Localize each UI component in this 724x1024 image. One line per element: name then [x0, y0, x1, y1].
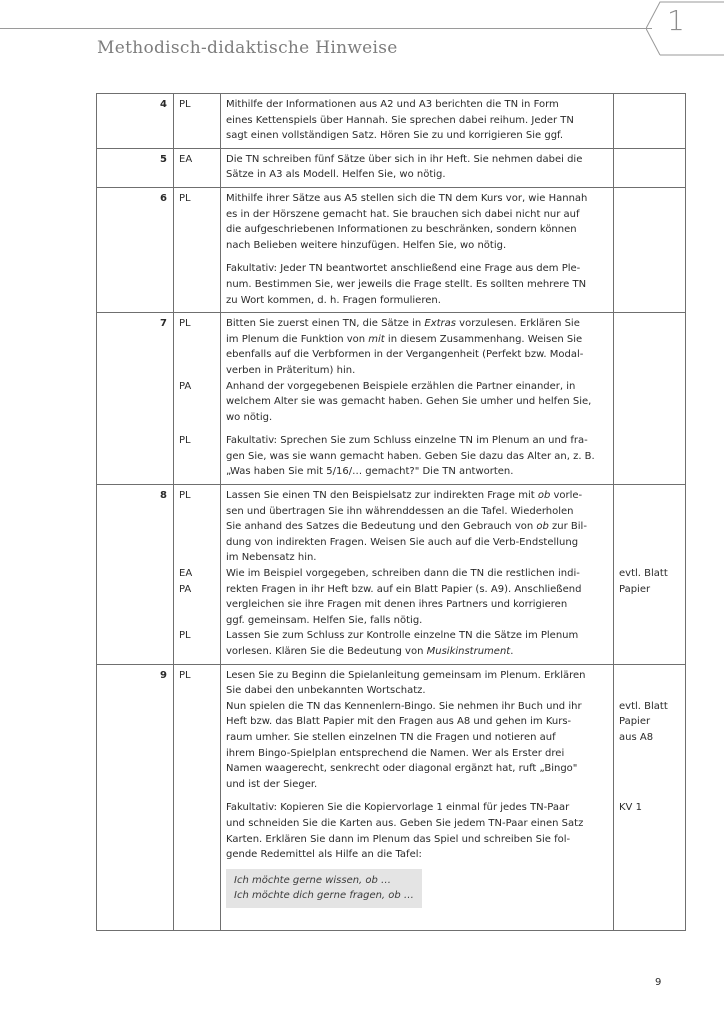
table-row: [97, 313, 686, 485]
instruction-text: Lesen Sie zu Beginn die Spielanleitung gemeinsam im Plenum. Erklären Sie dabei den unbekannten Wortschatz. Nun spielen die TN das Kennenlern-Bingo. Sie nehmen ihr Buch und ihr Heft bzw. das Blatt Papier mit den Fragen aus A8 und gehen im Kurs- raum umher. Sie stellen einzelnen TN die Fragen und notieren auf ihrem Bingo-Spielplan entsprechend die Namen. Wer als Erster drei Namen waagerecht, senkrecht oder diagonal ergänzt hat, ruft „Bingo" und ist der Sieger. Fakultativ: Kopieren Sie die Kopiervorlage 1 einmal für jedes TN-Paar und schneiden Sie die Karten aus. Geben Sie jedem TN-Paar einen Satz Karten. Erklären Sie dann im Plenum das Spiel und schreiben Sie fol- gende Redemittel als Hilfe an die Tafel: Ich möchte gerne wissen, ob … Ich möchte dich gerne fragen, ob …: [221, 664, 614, 930]
material-cell: [614, 313, 686, 485]
social-form: PL EA PA PL: [174, 485, 221, 665]
table-row: [97, 187, 686, 312]
social-form: PL: [174, 187, 221, 312]
instruction-text: Mithilfe der Informationen aus A2 und A3 berichten die TN in Form eines Kettenspiels über Hannah. Sie sprechen dabei reihum. Jeder TN sagt einen vollständigen Satz. Hören Sie zu und korrigieren Sie ggf.: [221, 94, 614, 149]
step-number: 5: [97, 148, 174, 187]
phrase-line: Ich möchte gerne wissen, ob …: [234, 874, 392, 886]
instruction-text: Die TN schreiben fünf Sätze über sich in ihr Heft. Sie nehmen dabei die Sätze in A3 als Modell. Helfen Sie, wo nötig.: [221, 148, 614, 187]
social-form: EA: [174, 148, 221, 187]
table-row: [97, 94, 686, 149]
material-cell: [614, 187, 686, 312]
chapter-number: 1: [667, 4, 685, 37]
social-form: PL: [174, 94, 221, 149]
chapter-tab: [646, 0, 724, 58]
instruction-text: Bitten Sie zuerst einen TN, die Sätze in Extras vorzulesen. Erklären Sie im Plenum die Funktion von mit in diesem Zusammenhang. Weisen Sie ebenfalls auf die Verbformen in der Vergangenheit (Perfekt bzw. Modal- verben in Präteritum) hin. Anhand der vorgegebenen Beispiele erzählen die Partner einander, in welchem Alter sie was gemacht haben. Gehen Sie umher und helfen Sie, wo nötig. Fakultativ: Sprechen Sie zum Schluss einzelne TN im Plenum an und fra- gen Sie, was sie wann gemacht haben. Geben Sie dazu das Alter an, z. B. „Was haben Sie mit 5/16/… gemacht?" Die TN antworten.: [221, 313, 614, 485]
instruction-text: Lassen Sie einen TN den Beispielsatz zur indirekten Frage mit ob vorle- sen und übertragen Sie ihn währenddessen an die Tafel. Wiederholen Sie anhand des Satzes die Bedeutung und den Gebrauch von ob zur Bil- dung von indirekten Fragen. Weisen Sie auch auf die Verb-Endstellung im Nebensatz hin. Wie im Beispiel vorgegeben, schreiben dann die TN die restlichen indi- rekten Fragen in ihr Heft bzw. auf ein Blatt Papier (s. A9). Anschließend vergleichen sie ihre Fragen mit denen ihres Partners und korrigieren ggf. gemeinsam. Helfen Sie, falls nötig. Lassen Sie zum Schluss zur Kontrolle einzelne TN die Sätze im Plenum vorlesen. Klären Sie die Bedeutung von Musikinstrument.: [221, 485, 614, 665]
instruction-text: Mithilfe ihrer Sätze aus A5 stellen sich die TN dem Kurs vor, wie Hannah es in der Hörszene gemacht hat. Sie brauchen sich dabei nicht nur auf die aufgeschriebenen Informationen zu beschränken, sondern können nach Belieben weitere hinzufügen. Helfen Sie, wo nötig. Fakultativ: Jeder TN beantwortet anschließend eine Frage aus dem Ple- num. Bestimmen Sie, wer jeweils die Frage stellt. Es sollten mehrere TN zu Wort kommen, d. h. Fragen formulieren.: [221, 187, 614, 312]
material-cell: [614, 94, 686, 149]
table-row: [97, 485, 686, 665]
lesson-table: [96, 93, 686, 931]
page-title: Methodisch-didaktische Hinweise: [97, 38, 398, 58]
material-cell: [614, 148, 686, 187]
material-cell: evtl. Blatt Papier: [614, 485, 686, 665]
table-row: [97, 664, 686, 930]
step-number: 6: [97, 187, 174, 312]
social-form: PL PA PL: [174, 313, 221, 485]
social-form: PL: [174, 664, 221, 930]
phrase-line: Ich möchte dich gerne fragen, ob …: [234, 890, 414, 902]
page-number: 9: [655, 977, 662, 988]
header-rule: [0, 28, 652, 29]
step-number: 7: [97, 313, 174, 485]
material-cell: evtl. Blatt Papier aus A8 KV 1: [614, 664, 686, 930]
table-row: [97, 148, 686, 187]
step-number: 8: [97, 485, 174, 665]
step-number: 9: [97, 664, 174, 930]
phrase-box: [226, 869, 422, 908]
step-number: 4: [97, 94, 174, 149]
